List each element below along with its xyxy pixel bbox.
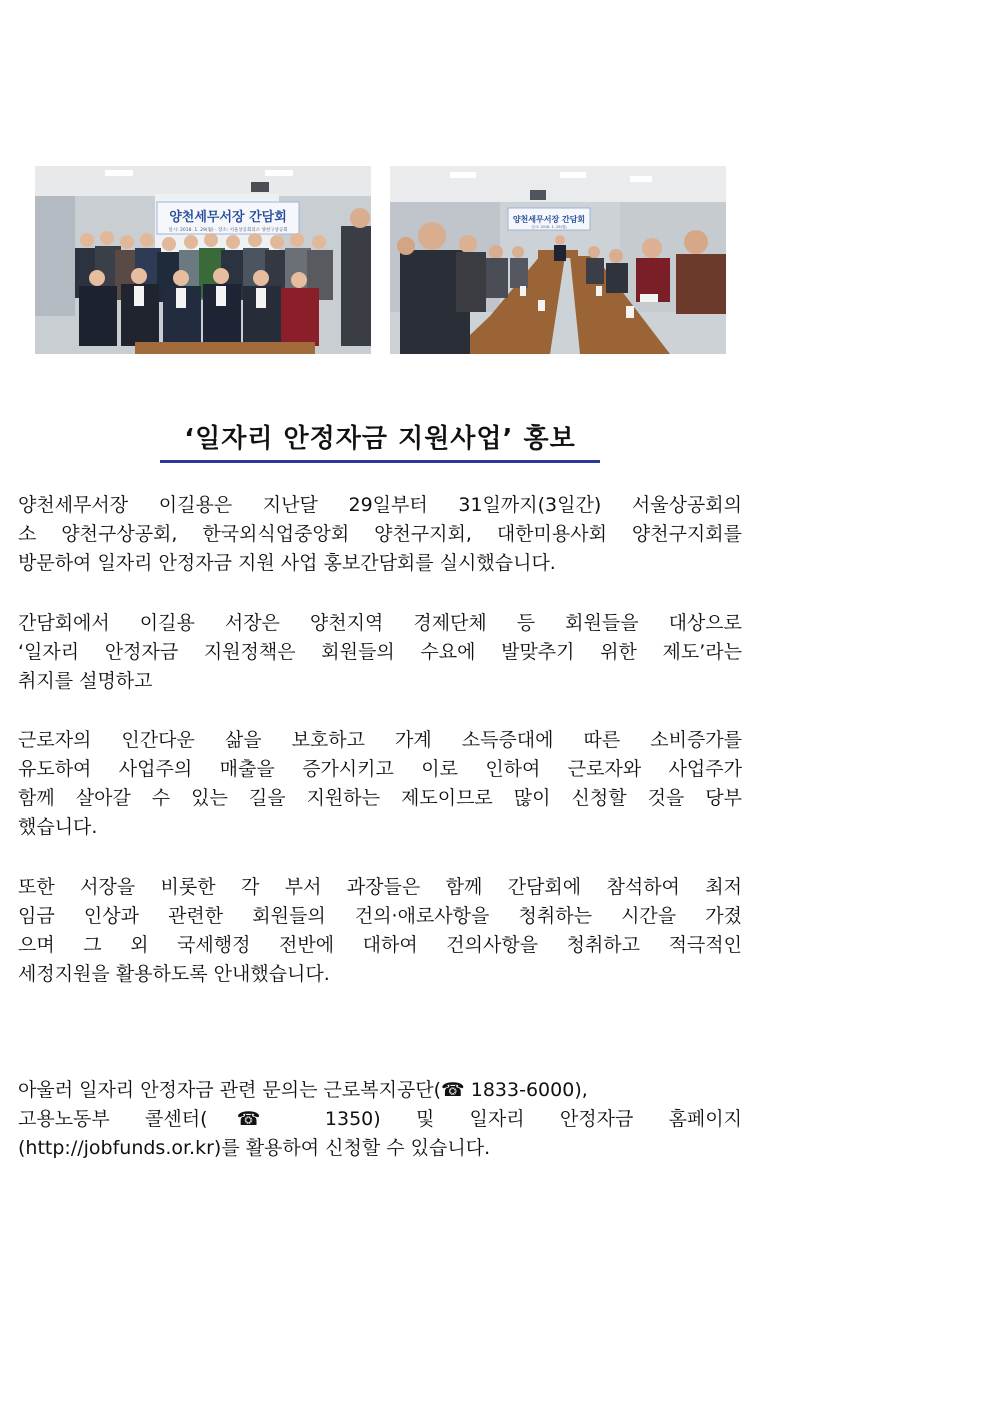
text-line: (http://jobfunds.or.kr)를 활용하여 신청할 수 있습니다. [18,1137,491,1159]
article-title: ‘일자리 안정자금 지원사업’ 홍보 [184,424,576,454]
text-line: 취지를 설명하고 [18,670,153,692]
text-line: 근로자의 인간다운 삶을 보호하고 가계 소득증대에 따른 소비증가를 [18,729,742,751]
text-line: 했습니다. [18,816,98,838]
text-line: 함께 살아갈 수 있는 길을 지원하는 제도이므로 많이 신청할 것을 당부 [18,787,742,809]
text-line: 소 양천구상공회, 한국외식업중앙회 양천구지회, 대한미용사회 양천구지회를 [18,523,742,545]
paragraph [18,609,742,696]
group-photo [35,166,371,354]
text-line: 세정지원을 활용하도록 안내했습니다. [18,963,330,985]
text-line: 방문하여 일자리 안정자금 지원 사업 홍보간담회를 실시했습니다. [18,552,556,574]
title-underline [160,460,600,463]
text-line: 양천세무서장 이길용은 지난달 29일부터 31일까지(3일간) 서울상공회의 [18,494,742,516]
text-line: 고용노동부 콜센터(☎ 1350) 및 일자리 안정자금 홈페이지 [18,1108,742,1130]
paragraph [18,726,742,842]
text-line: 유도하여 사업주의 매출을 증가시키고 이로 인하여 근로자와 사업주가 [18,758,742,780]
banner-text: 양천세무서장 간담회 [169,210,287,225]
paragraph [18,491,742,578]
paragraph [18,873,742,989]
text-line: ‘일자리 안정자금 지원정책은 회원들의 수요에 발맞추기 위한 제도’라는 [18,641,742,663]
text-line: 또한 서장을 비롯한 각 부서 과장들은 함께 간담회에 참석하여 최저 [18,876,742,898]
text-line: 으며 그 외 국세행정 전반에 대하여 건의사항을 청취하고 적극적인 [18,934,742,956]
banner-text: 양천세무서장 간담회 [512,215,586,224]
text-line: 간담회에서 이길용 서장은 양천지역 경제단체 등 회원들을 대상으로 [18,612,742,634]
text-line: 임금 인상과 관련한 회원들의 건의·애로사항을 청취하는 시간을 가졌 [18,905,742,927]
meeting-photo [390,166,726,354]
banner-subtext: 일시: 2018. 1. 29(월) [531,225,567,229]
contact-paragraph [18,1076,742,1163]
banner-subtext: 일시: 2018. 1. 29(월) · 장소: 서울상공회의소 양천구상공회 [168,228,288,233]
text-line: 아울러 일자리 안정자금 관련 문의는 근로복지공단(☎ 1833-6000), [18,1079,588,1101]
